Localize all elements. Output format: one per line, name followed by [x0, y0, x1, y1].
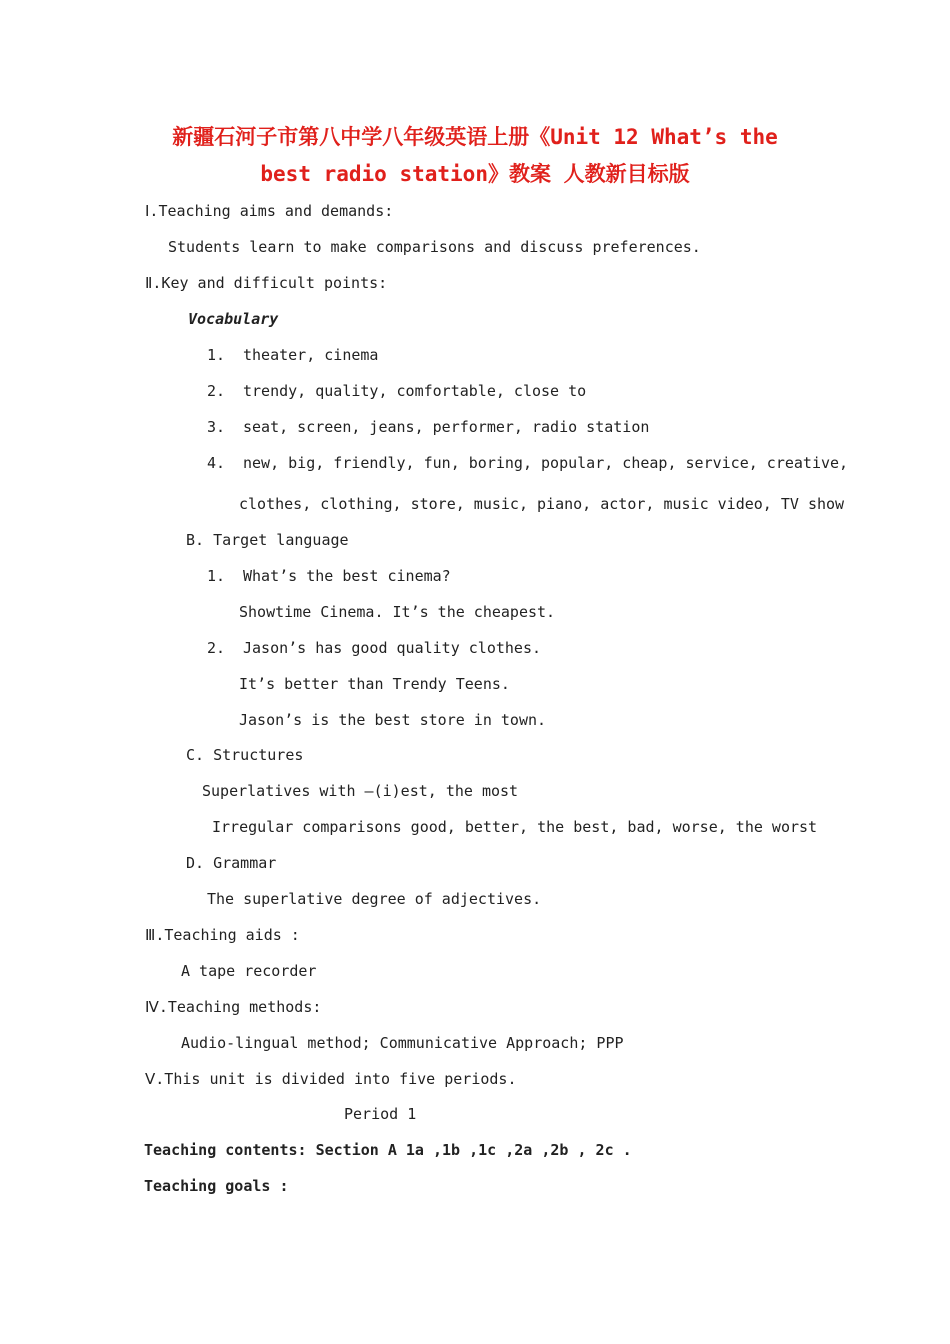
section-1-body: Students learn to make comparisons and discuss preferences. [168, 238, 701, 256]
document-title-line-1: 新疆石河子市第八中学八年级英语上册《Unit 12 What’s the [172, 125, 778, 149]
structures-line-1: Superlatives with –(i)est, the most [202, 782, 519, 800]
target-language-heading: B. Target language [186, 531, 349, 549]
section-5-heading: Ⅴ.This unit is divided into five periods. [145, 1070, 517, 1088]
target-item-1-number: 1. [207, 567, 226, 585]
vocab-item-2-number: 2. [207, 382, 226, 400]
vocab-item-1-number: 1. [207, 346, 226, 364]
structures-heading: C. Structures [186, 746, 304, 764]
target-item-2-line-2: It’s better than Trendy Teens. [239, 675, 510, 693]
section-3-body: A tape recorder [181, 962, 317, 980]
target-item-1-answer: Showtime Cinema. It’s the cheapest. [239, 603, 556, 621]
vocab-item-4-text: new, big, friendly, fun, boring, popular, cheap, service, creative, [243, 454, 849, 472]
teaching-contents: Teaching contents: Section A 1a ,1b ,1c ,2a ,2b , 2c . [144, 1141, 632, 1159]
target-item-2-number: 2. [207, 639, 226, 657]
vocab-item-3-text: seat, screen, jeans, performer, radio station [243, 418, 650, 436]
section-4-body: Audio-lingual method; Communicative Approach; PPP [181, 1034, 624, 1052]
vocab-item-2-text: trendy, quality, comfortable, close to [243, 382, 587, 400]
section-3-heading: Ⅲ.Teaching aids : [145, 926, 300, 944]
target-item-1-question: What’s the best cinema? [243, 567, 451, 585]
vocab-item-4-number: 4. [207, 454, 226, 472]
vocab-item-4-continuation: clothes, clothing, store, music, piano, actor, music video, TV show [239, 495, 845, 513]
structures-line-2: Irregular comparisons good, better, the best, bad, worse, the worst [212, 818, 818, 836]
period-label: Period 1 [344, 1105, 417, 1123]
target-item-2-line-3: Jason’s is the best store in town. [239, 711, 547, 729]
vocabulary-heading: Vocabulary [188, 310, 279, 328]
grammar-heading: D. Grammar [186, 854, 277, 872]
vocab-item-1-text: theater, cinema [243, 346, 379, 364]
vocab-item-3-number: 3. [207, 418, 226, 436]
target-item-2-line-1: Jason’s has good quality clothes. [243, 639, 542, 657]
teaching-goals: Teaching goals : [144, 1177, 289, 1195]
section-1-heading: Ⅰ.Teaching aims and demands: [145, 202, 394, 220]
grammar-body: The superlative degree of adjectives. [207, 890, 542, 908]
section-4-heading: Ⅳ.Teaching methods: [145, 998, 322, 1016]
document-title-line-2: best radio station》教案 人教新目标版 [260, 162, 690, 186]
section-2-heading: Ⅱ.Key and difficult points: [145, 274, 388, 292]
